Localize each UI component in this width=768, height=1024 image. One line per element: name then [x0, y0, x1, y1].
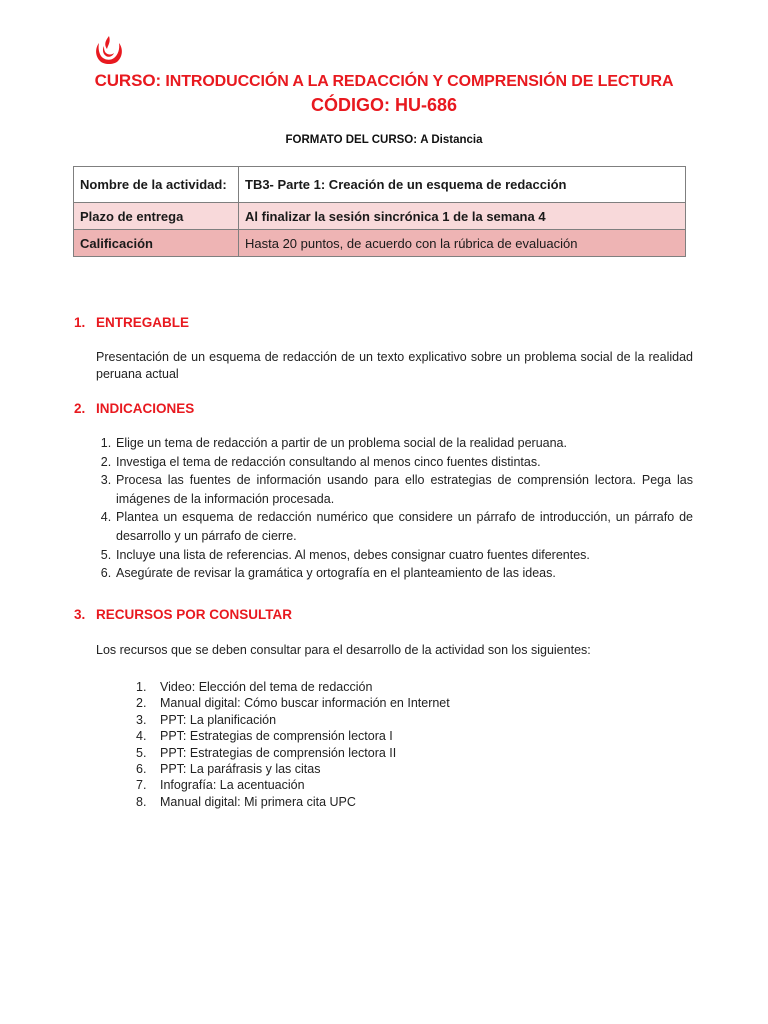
recursos-intro-text: Los recursos que se deben consultar para el desarrollo de la actividad son los siguientes:: [96, 643, 591, 657]
list-text: Plantea un esquema de redacción numérico que considere un párrafo de introducción, un párrafo de desarrollo y un párrafo de cierre.: [116, 510, 693, 543]
list-item: [96, 712, 693, 728]
list-text: Procesa las fuentes de información usando para ello estrategias de comprensión lectora. Pega las imágenes de la información procesada.: [116, 473, 693, 506]
course-format: [0, 132, 768, 148]
list-text: Investiga el tema de redacción consultando al menos cinco fuentes distintas.: [116, 454, 541, 469]
table-cell-label: Plazo de entrega: [74, 203, 239, 230]
list-text: PPT: La paráfrasis y las citas: [160, 762, 321, 777]
section-title: INDICACIONES: [96, 401, 195, 416]
list-number: 6.: [136, 762, 147, 777]
list-number: 4.: [100, 510, 112, 525]
format-label: FORMATO DEL CURSO:: [285, 134, 418, 146]
table-row-deadline: [74, 203, 686, 230]
list-text: Infografía: La acentuación: [160, 778, 305, 793]
list-item: [96, 471, 693, 508]
section-number: 1.: [74, 315, 86, 330]
table-cell-value: Al finalizar la sesión sincrónica 1 de la semana 4: [239, 203, 686, 230]
list-item: [96, 564, 693, 583]
resources-list: [96, 679, 693, 810]
list-item: [96, 679, 693, 695]
table-row-activity-name: [74, 167, 686, 203]
course-name: INTRODUCCIÓN A LA REDACCIÓN Y COMPRENSIÓN DE LECTURA: [165, 73, 674, 90]
indications-list: [96, 434, 693, 583]
list-text: Incluye una lista de referencias. Al menos, debes consignar cuatro fuentes diferentes.: [116, 547, 590, 562]
section-heading-indicaciones: [74, 400, 194, 418]
format-value: A Distancia: [420, 134, 483, 146]
list-text: Asegúrate de revisar la gramática y ortografía en el planteamiento de las ideas.: [116, 566, 556, 581]
code-value: HU-686: [394, 95, 458, 115]
list-item: [96, 546, 693, 565]
course-label: CURSO:: [94, 71, 162, 90]
list-item: [96, 508, 693, 545]
entregable-text: Presentación de un esquema de redacción de un texto explicativo sobre un problema social de la realidad peruana actual: [96, 350, 693, 381]
list-number: 5.: [100, 547, 112, 562]
list-item: [96, 695, 693, 711]
list-number: 7.: [136, 778, 147, 793]
section-number: 2.: [74, 401, 86, 416]
list-number: 5.: [136, 745, 147, 760]
table-cell-label: Calificación: [74, 230, 239, 257]
section-heading-recursos: [74, 606, 292, 624]
list-text: PPT: Estrategias de comprensión lectora I: [160, 729, 393, 744]
table-cell-value: TB3- Parte 1: Creación de un esquema de redacción: [239, 167, 686, 203]
activity-info-table: [73, 166, 686, 257]
table-cell-label: Nombre de la actividad:: [74, 167, 239, 203]
list-text: Video: Elección del tema de redacción: [160, 680, 373, 694]
list-item: [96, 794, 693, 810]
list-text: PPT: La planificación: [160, 712, 277, 727]
course-title: [0, 70, 768, 93]
list-item: [96, 761, 693, 777]
list-number: 8.: [136, 794, 147, 809]
list-item: [96, 728, 693, 744]
list-text: Manual digital: Mi primera cita UPC: [160, 794, 356, 809]
code-label: CÓDIGO:: [310, 95, 390, 115]
list-number: 1.: [136, 680, 147, 694]
list-text: Elige un tema de redacción a partir de un problema social de la realidad peruana.: [116, 436, 567, 450]
list-text: Manual digital: Cómo buscar información en Internet: [160, 696, 450, 711]
list-number: 6.: [100, 566, 112, 581]
list-number: 1.: [100, 436, 112, 450]
list-item: [96, 453, 693, 472]
section-title: RECURSOS POR CONSULTAR: [96, 607, 293, 622]
section-heading-entregable: [74, 314, 189, 332]
list-text: PPT: Estrategias de comprensión lectora II: [160, 745, 397, 760]
list-number: 2.: [100, 454, 112, 469]
list-number: 2.: [136, 696, 147, 711]
section-title: ENTREGABLE: [96, 315, 190, 330]
section-number: 3.: [74, 607, 86, 622]
course-code: [0, 94, 768, 116]
upc-flame-logo-icon: [92, 34, 126, 68]
list-item: [96, 777, 693, 793]
list-item: [96, 745, 693, 761]
list-number: 3.: [100, 473, 112, 488]
list-number: 4.: [136, 729, 147, 744]
table-cell-value: Hasta 20 puntos, de acuerdo con la rúbrica de evaluación: [239, 230, 686, 257]
list-number: 3.: [136, 712, 147, 727]
table-row-grading: [74, 230, 686, 257]
list-item: [96, 434, 693, 453]
